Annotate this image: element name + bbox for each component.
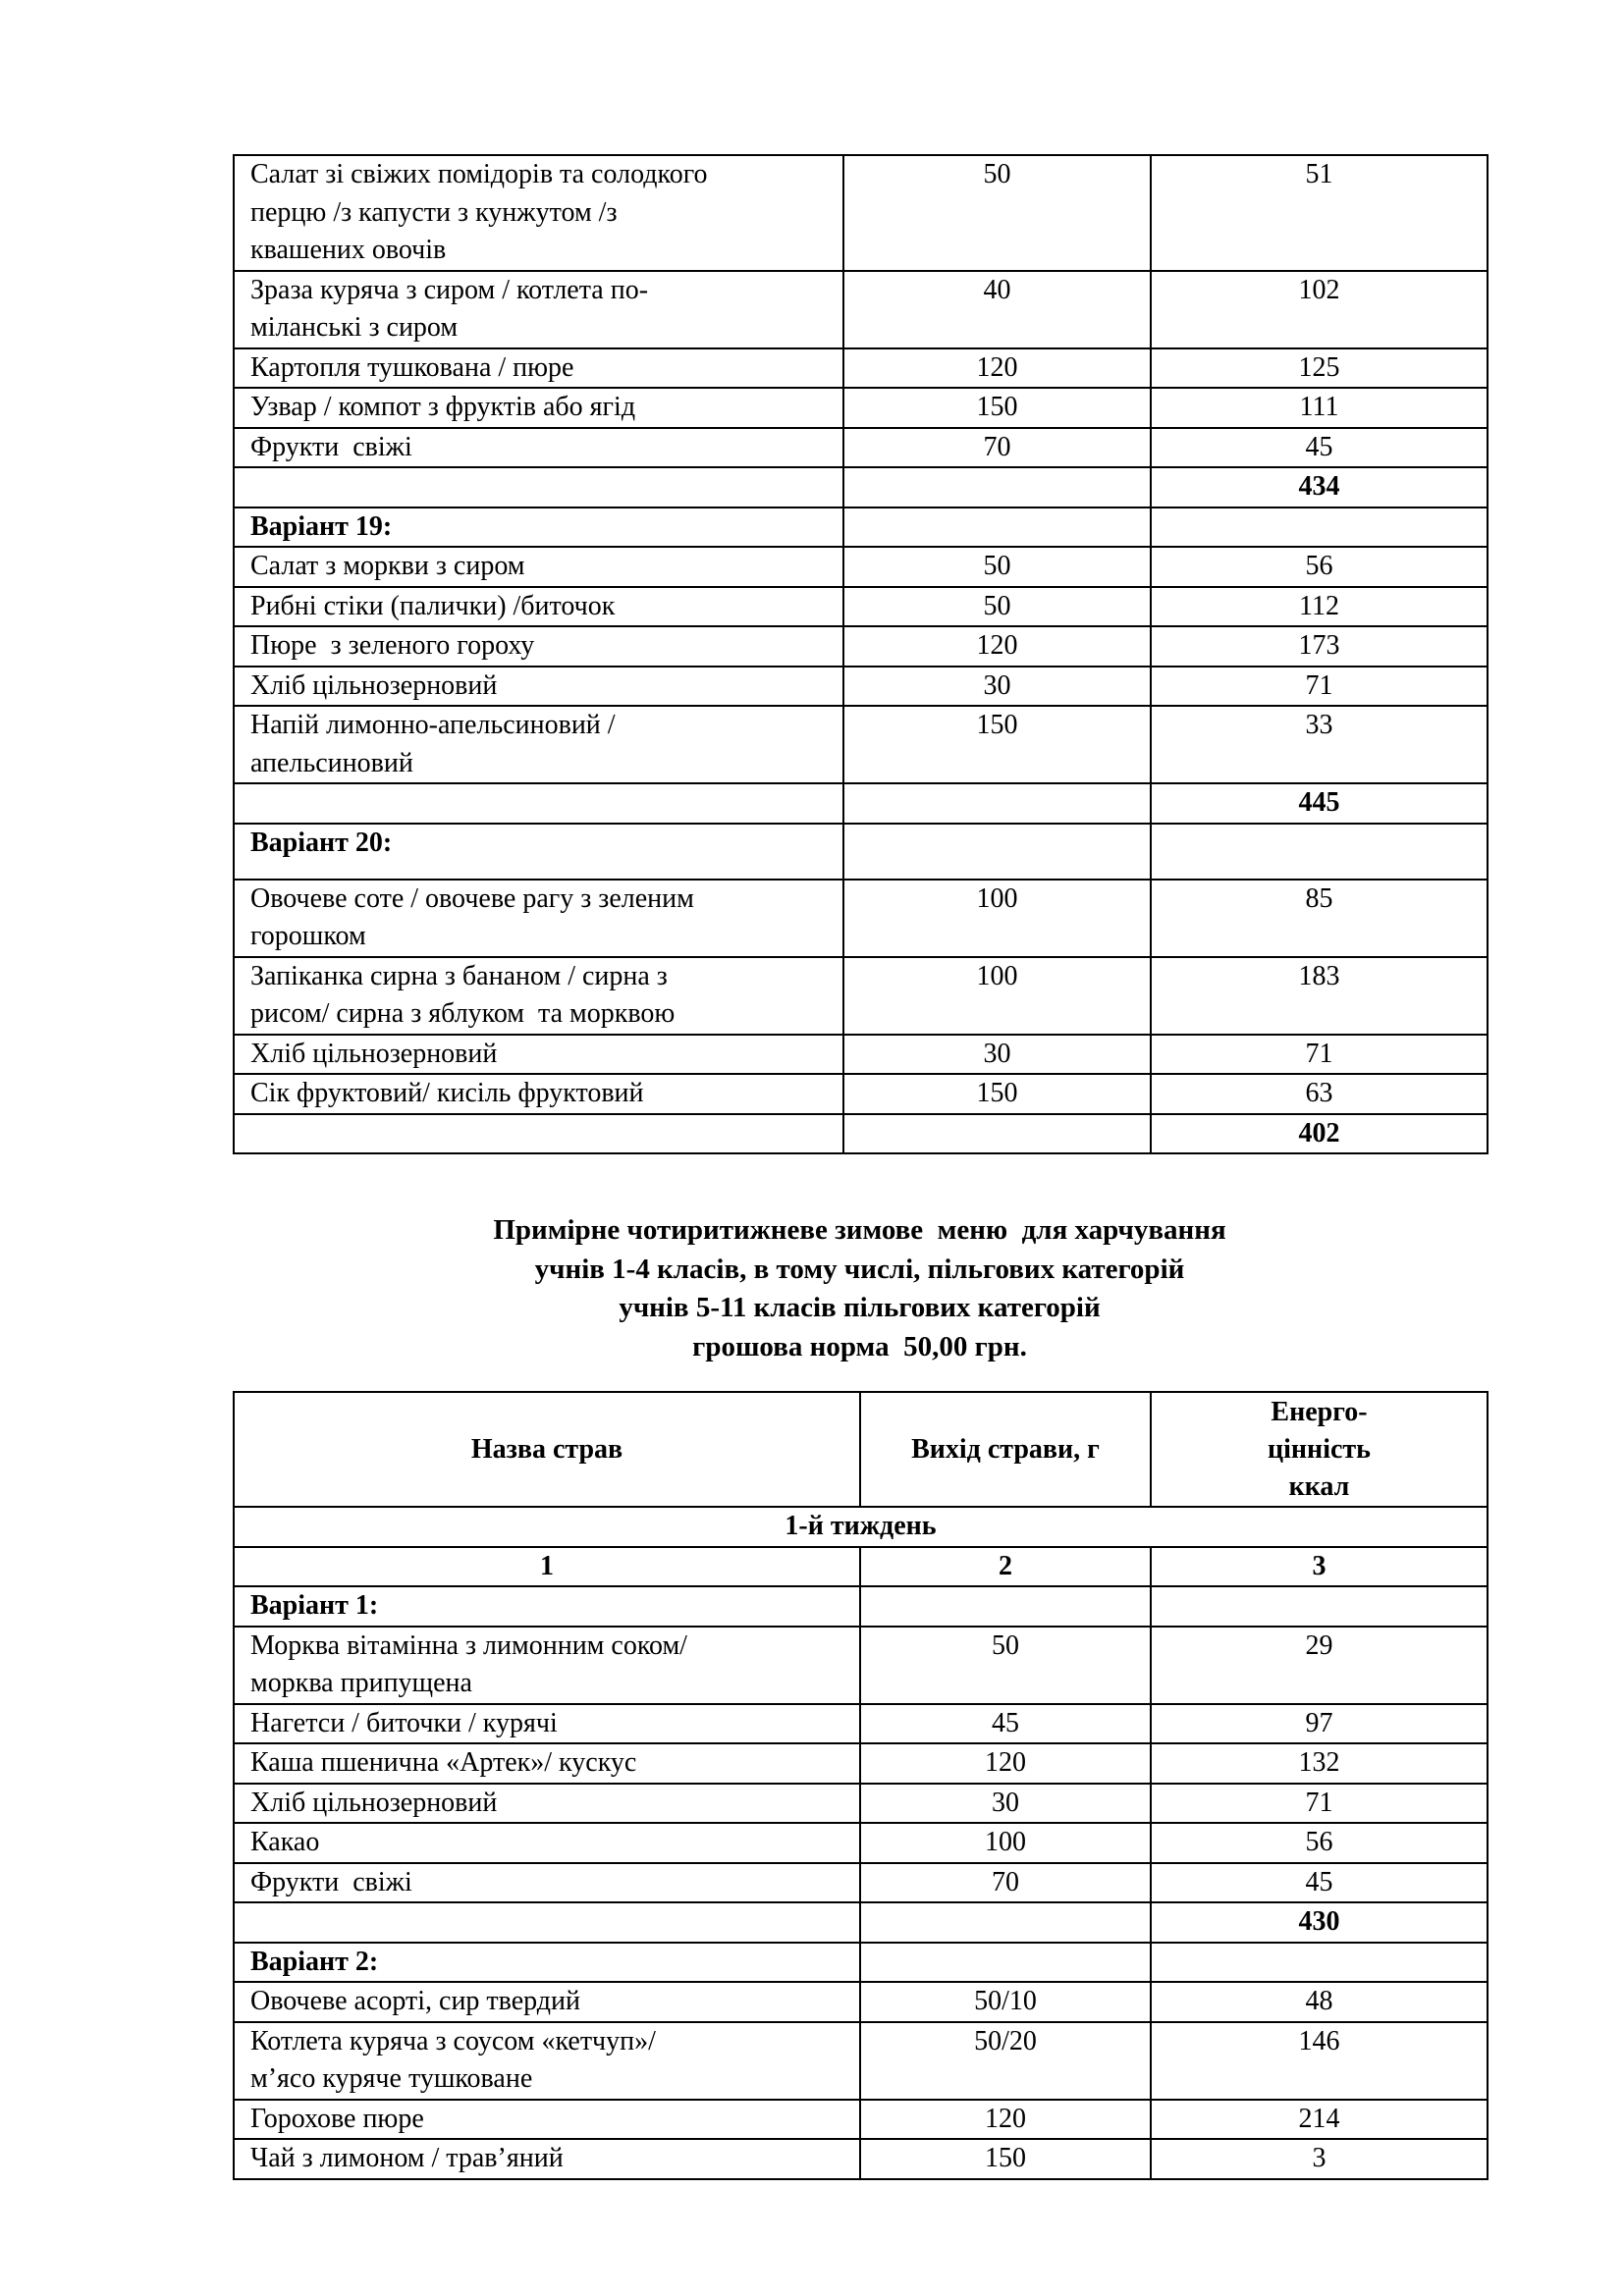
menu-table-continuation <box>233 154 1489 1154</box>
portion-weight: 100 <box>860 1823 1151 1863</box>
energy-kcal: 29 <box>1151 1627 1488 1704</box>
empty-cell <box>843 507 1151 548</box>
dish-name <box>234 348 843 389</box>
header-line: цінність <box>1268 1433 1371 1465</box>
dish-row <box>234 271 1488 348</box>
portion-weight: 30 <box>860 1784 1151 1824</box>
dish-row <box>234 1863 1488 1903</box>
header-line: Енерго- <box>1271 1396 1368 1427</box>
dish-name <box>234 1704 860 1744</box>
winter-menu-table-header <box>234 1392 1488 1586</box>
dish-name-line: Рибні стіки (палички) /биточок <box>250 590 616 621</box>
empty-cell <box>234 467 843 507</box>
variant-total-row <box>234 1902 1488 1943</box>
dish-name <box>234 1784 860 1824</box>
variant-label: Варіант 19: <box>234 507 843 548</box>
dish-name <box>234 1627 860 1704</box>
energy-kcal: 56 <box>1151 547 1488 587</box>
portion-weight: 120 <box>860 1743 1151 1784</box>
dish-name <box>234 2022 860 2100</box>
portion-weight: 120 <box>843 348 1151 389</box>
dish-row <box>234 587 1488 627</box>
dish-row <box>234 957 1488 1035</box>
portion-weight: 120 <box>860 2100 1151 2140</box>
portion-weight: 30 <box>843 1035 1151 1075</box>
portion-weight: 50 <box>843 155 1151 271</box>
energy-kcal: 71 <box>1151 667 1488 707</box>
dish-name <box>234 880 843 957</box>
energy-kcal: 132 <box>1151 1743 1488 1784</box>
portion-weight: 100 <box>843 880 1151 957</box>
variant-label: Варіант 1: <box>234 1586 860 1627</box>
energy-kcal: 45 <box>1151 1863 1488 1903</box>
dish-name-line: Овочеве асорті, сир твердий <box>250 1986 580 2016</box>
column-header-energy-value <box>1151 1392 1488 1507</box>
portion-weight: 70 <box>860 1863 1151 1903</box>
dish-name-line: Сік фруктовий/ кисіль фруктовий <box>250 1078 644 1108</box>
variant-header-row <box>234 1586 1488 1627</box>
empty-cell <box>843 1114 1151 1154</box>
column-header-dish-name: Назва страв <box>234 1392 860 1507</box>
heading-line: грошова норма 50,00 грн. <box>692 1330 1027 1362</box>
column-number: 3 <box>1151 1547 1488 1587</box>
header-line: ккал <box>1288 1470 1350 1502</box>
dish-name-line: квашених овочів <box>250 235 447 265</box>
energy-kcal: 102 <box>1151 271 1488 348</box>
dish-name-line: міланські з сиром <box>250 312 459 343</box>
dish-name-line: Запіканка сирна з бананом / сирна з <box>250 960 668 991</box>
variant-label: Варіант 2: <box>234 1943 860 1983</box>
empty-cell <box>843 783 1151 824</box>
dish-name-line: морква припущена <box>250 1668 472 1698</box>
dish-name-line: Салат з моркви з сиром <box>250 551 525 581</box>
dish-row <box>234 1982 1488 2022</box>
dish-name <box>234 626 843 667</box>
header-row <box>234 1392 1488 1507</box>
energy-kcal: 56 <box>1151 1823 1488 1863</box>
empty-cell <box>234 783 843 824</box>
dish-name <box>234 547 843 587</box>
dish-name-line: Хліб цільнозерновий <box>250 1787 498 1818</box>
energy-kcal: 33 <box>1151 706 1488 783</box>
dish-name-line: Овочеве соте / овочеве рагу з зеленим <box>250 882 694 914</box>
dish-row <box>234 2139 1488 2179</box>
energy-kcal: 85 <box>1151 880 1488 957</box>
variant-header-row <box>234 1943 1488 1983</box>
dish-row <box>234 1074 1488 1114</box>
dish-name-line: Какао <box>250 1827 320 1857</box>
empty-cell <box>234 1902 860 1943</box>
empty-cell <box>843 824 1151 880</box>
variant-label: Варіант 20: <box>234 824 843 880</box>
dish-name-line: Горохове пюре <box>250 2103 424 2134</box>
dish-name <box>234 1074 843 1114</box>
dish-name-line: Фрукти свіжі <box>250 431 412 462</box>
dish-row <box>234 155 1488 271</box>
dish-name <box>234 1823 860 1863</box>
dish-name-line: Узвар / компот з фруктів або ягід <box>250 392 636 422</box>
heading-line: Примірне чотиритижневе зимове меню для харчування <box>493 1214 1226 1246</box>
empty-cell <box>860 1902 1151 1943</box>
total-kcal: 430 <box>1151 1902 1488 1943</box>
dish-name <box>234 1982 860 2022</box>
energy-kcal: 51 <box>1151 155 1488 271</box>
empty-cell <box>860 1943 1151 1983</box>
dish-name <box>234 587 843 627</box>
portion-weight: 150 <box>843 1074 1151 1114</box>
empty-cell <box>843 467 1151 507</box>
dish-name-line: Морква вітамінна з лимонним соком/ <box>250 1629 687 1661</box>
energy-kcal: 111 <box>1151 388 1488 428</box>
portion-weight: 50 <box>860 1627 1151 1704</box>
dish-name-line: рисом/ сирна з яблуком та морквою <box>250 998 676 1029</box>
total-kcal: 445 <box>1151 783 1488 824</box>
dish-row <box>234 2022 1488 2100</box>
portion-weight: 150 <box>843 706 1151 783</box>
portion-weight: 45 <box>860 1704 1151 1744</box>
menu-table-1-body <box>234 155 1488 1153</box>
dish-name <box>234 667 843 707</box>
energy-kcal: 63 <box>1151 1074 1488 1114</box>
dish-name-line: Каша пшенична «Артек»/ кускус <box>250 1747 637 1778</box>
empty-cell <box>234 1114 843 1154</box>
energy-kcal: 183 <box>1151 957 1488 1035</box>
energy-kcal: 112 <box>1151 587 1488 627</box>
empty-cell <box>1151 1943 1488 1983</box>
empty-cell <box>860 1586 1151 1627</box>
dish-row <box>234 1627 1488 1704</box>
dish-name <box>234 1743 860 1784</box>
dish-row <box>234 547 1488 587</box>
variant-header-row <box>234 507 1488 548</box>
portion-weight: 50/10 <box>860 1982 1151 2022</box>
dish-name-line: Зраза куряча з сиром / котлета по- <box>250 274 649 305</box>
dish-name <box>234 428 843 468</box>
dish-row <box>234 428 1488 468</box>
week-row <box>234 1507 1488 1547</box>
empty-cell <box>1151 507 1488 548</box>
energy-kcal: 48 <box>1151 1982 1488 2022</box>
dish-name-line: Котлета куряча з соусом «кетчуп»/ <box>250 2025 656 2056</box>
dish-name-line: Фрукти свіжі <box>250 1866 412 1897</box>
dish-name-line: Напій лимонно-апельсиновий / <box>250 710 616 740</box>
dish-name-line: Пюре з зеленого гороху <box>250 630 535 661</box>
week-label: 1-й тиждень <box>234 1507 1488 1547</box>
energy-kcal: 3 <box>1151 2139 1488 2179</box>
column-number: 1 <box>234 1547 860 1587</box>
energy-kcal: 173 <box>1151 626 1488 667</box>
dish-row <box>234 667 1488 707</box>
portion-weight: 50 <box>843 547 1151 587</box>
portion-weight: 30 <box>843 667 1151 707</box>
dish-row <box>234 1743 1488 1784</box>
portion-weight: 120 <box>843 626 1151 667</box>
portion-weight: 50/20 <box>860 2022 1151 2100</box>
dish-name <box>234 957 843 1035</box>
dish-row <box>234 1823 1488 1863</box>
dish-name-line: Нагетси / биточки / курячі <box>250 1707 558 1738</box>
dish-name-line: Чай з лимоном / трав’яний <box>250 2143 564 2173</box>
dish-name <box>234 2100 860 2140</box>
energy-kcal: 71 <box>1151 1035 1488 1075</box>
dish-name-line: горошком <box>250 921 366 951</box>
dish-name <box>234 2139 860 2179</box>
dish-name <box>234 706 843 783</box>
total-kcal: 402 <box>1151 1114 1488 1154</box>
dish-name <box>234 1035 843 1075</box>
portion-weight: 40 <box>843 271 1151 348</box>
dish-row <box>234 706 1488 783</box>
column-number-row <box>234 1547 1488 1587</box>
variant-total-row <box>234 467 1488 507</box>
dish-name-line: Хліб цільнозерновий <box>250 1038 498 1069</box>
energy-kcal: 214 <box>1151 2100 1488 2140</box>
dish-name-line: перцю /з капусти з кунжутом /з <box>250 196 618 228</box>
dish-row <box>234 1035 1488 1075</box>
menu-section-heading <box>233 1211 1487 1366</box>
energy-kcal: 146 <box>1151 2022 1488 2100</box>
variant-total-row <box>234 783 1488 824</box>
dish-name-line: м’ясо куряче тушковане <box>250 2063 533 2094</box>
winter-menu-table <box>233 1391 1489 2180</box>
dish-row <box>234 348 1488 389</box>
heading-line: учнів 5-11 класів пільгових категорій <box>619 1292 1101 1323</box>
dish-row <box>234 1784 1488 1824</box>
dish-row <box>234 880 1488 957</box>
dish-name <box>234 271 843 348</box>
dish-name-line: Картопля тушкована / пюре <box>250 351 574 383</box>
energy-kcal: 45 <box>1151 428 1488 468</box>
portion-weight: 150 <box>843 388 1151 428</box>
portion-weight: 150 <box>860 2139 1151 2179</box>
dish-name-line: Салат зі свіжих помідорів та солодкого <box>250 159 708 189</box>
empty-cell <box>1151 824 1488 880</box>
dish-row <box>234 2100 1488 2140</box>
dish-name-line: Хліб цільнозерновий <box>250 669 498 701</box>
dish-name <box>234 1863 860 1903</box>
energy-kcal: 71 <box>1151 1784 1488 1824</box>
portion-weight: 70 <box>843 428 1151 468</box>
portion-weight: 50 <box>843 587 1151 627</box>
portion-weight: 100 <box>843 957 1151 1035</box>
dish-row <box>234 1704 1488 1744</box>
total-kcal: 434 <box>1151 467 1488 507</box>
menu-table-2-body <box>234 1586 1488 2179</box>
variant-total-row <box>234 1114 1488 1154</box>
heading-line: учнів 1-4 класів, в тому числі, пільгових категорій <box>534 1253 1185 1285</box>
dish-row <box>234 388 1488 428</box>
dish-name-line: апельсиновий <box>250 747 413 778</box>
dish-row <box>234 626 1488 667</box>
empty-cell <box>1151 1586 1488 1627</box>
energy-kcal: 125 <box>1151 348 1488 389</box>
column-number: 2 <box>860 1547 1151 1587</box>
variant-header-row <box>234 824 1488 880</box>
dish-name <box>234 388 843 428</box>
dish-name <box>234 155 843 271</box>
column-header-portion-weight: Вихід страви, г <box>860 1392 1151 1507</box>
energy-kcal: 97 <box>1151 1704 1488 1744</box>
